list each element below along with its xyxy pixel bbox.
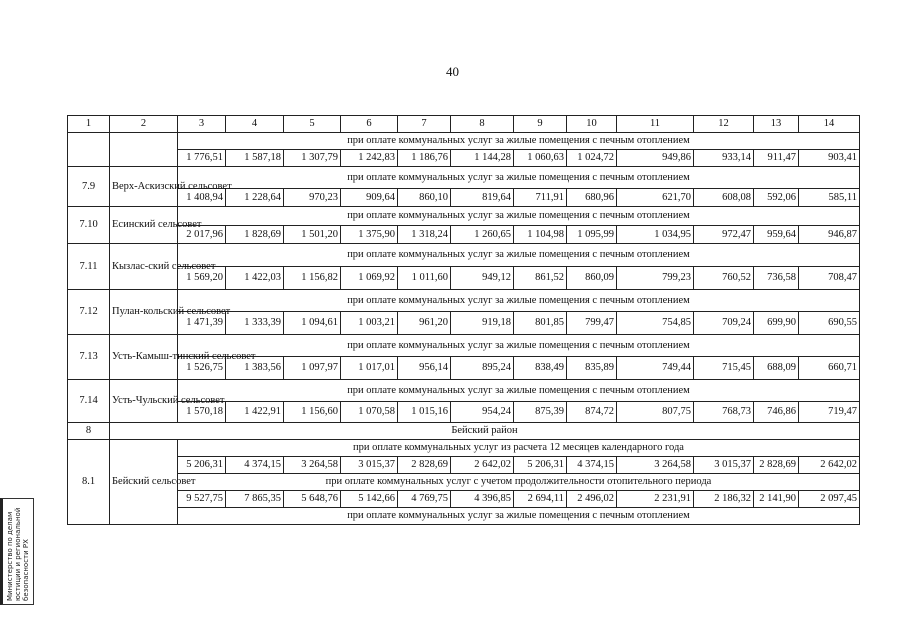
value-cell: 1 060,63 [514,150,567,167]
table-row [68,207,860,226]
value-cell: 2 097,45 [799,491,860,508]
settlement-code: 7.9 [68,167,110,207]
value-cell: 961,20 [398,312,451,335]
column-number: 7 [398,116,451,133]
stamp-text [6,501,31,601]
column-number: 4 [226,116,284,133]
section-caption: при оплате коммунальных услуг за жилые помещения с печным отоплением [178,207,860,226]
value-cell: 3 264,58 [284,457,341,474]
column-number: 3 [178,116,226,133]
value-cell: 1 501,20 [284,226,341,244]
value-cell: 621,70 [617,189,694,207]
settlement-code: 7.10 [68,207,110,244]
section-caption: при оплате коммунальных услуг за жилые помещения с печным отоплением [178,335,860,357]
value-cell: 956,14 [398,357,451,380]
value-cell: 819,64 [451,189,514,207]
table-row [68,189,860,207]
column-number: 11 [617,116,694,133]
value-cell: 861,52 [514,267,567,290]
section-caption: при оплате коммунальных услуг за жилые помещения с печным отоплением [178,244,860,267]
value-cell: 874,72 [567,402,617,423]
table-row [68,380,860,402]
value-cell: 972,47 [694,226,754,244]
value-cell: 807,75 [617,402,694,423]
value-cell: 3 015,37 [341,457,398,474]
value-cell: 4 769,75 [398,491,451,508]
value-cell: 660,71 [799,357,860,380]
value-cell: 2 642,02 [451,457,514,474]
value-cell: 2 186,32 [694,491,754,508]
value-cell: 1 156,82 [284,267,341,290]
value-cell: 1 526,75 [178,357,226,380]
code-cell [68,133,110,167]
value-cell: 933,14 [694,150,754,167]
district-name: Бейский район [110,423,860,440]
column-number: 13 [754,116,799,133]
value-cell: 1 471,39 [178,312,226,335]
value-cell: 970,23 [284,189,341,207]
table-row [68,150,860,167]
value-cell: 1 828,69 [226,226,284,244]
value-cell: 585,11 [799,189,860,207]
value-cell: 949,12 [451,267,514,290]
value-cell: 1 260,65 [451,226,514,244]
value-cell: 1 069,92 [341,267,398,290]
table-row [68,167,860,189]
district-row [68,423,860,440]
value-cell: 2 496,02 [567,491,617,508]
value-cell: 1 569,20 [178,267,226,290]
value-cell: 1 144,28 [451,150,514,167]
settlement-code: 7.11 [68,244,110,290]
value-cell: 801,85 [514,312,567,335]
value-cell: 2 231,91 [617,491,694,508]
value-cell: 1 094,61 [284,312,341,335]
value-cell: 5 206,31 [514,457,567,474]
header-row [68,116,860,133]
table-row [68,508,860,525]
value-cell: 7 865,35 [226,491,284,508]
settlement-name: Кызлас-ский сельсовет [110,244,178,290]
value-cell: 1 156,60 [284,402,341,423]
value-cell: 1 333,39 [226,312,284,335]
section-caption: при оплате коммунальных услуг за жилые помещения с печным отоплением [178,290,860,312]
page-number: 40 [446,64,459,79]
value-cell: 5 142,66 [341,491,398,508]
stamp-line: юстиции и региональной [14,507,22,601]
column-number: 12 [694,116,754,133]
value-cell: 2 694,11 [514,491,567,508]
value-cell: 680,96 [567,189,617,207]
value-cell: 1 104,98 [514,226,567,244]
table-row [68,457,860,474]
value-cell: 709,24 [694,312,754,335]
value-cell: 608,08 [694,189,754,207]
value-cell: 903,41 [799,150,860,167]
section-caption: при оплате коммунальных услуг за жилые помещения с печным отоплением [178,508,860,525]
value-cell: 954,24 [451,402,514,423]
column-number: 8 [451,116,514,133]
value-cell: 1 242,83 [341,150,398,167]
value-cell: 719,47 [799,402,860,423]
value-cell: 1 186,76 [398,150,451,167]
value-cell: 749,44 [617,357,694,380]
value-cell: 1 383,56 [226,357,284,380]
section-caption: при оплате коммунальных услуг с учетом продолжительности отопительного периода [178,474,860,491]
value-cell: 1 095,99 [567,226,617,244]
value-cell: 919,18 [451,312,514,335]
table-row [68,226,860,244]
section-caption: при оплате коммунальных услуг за жилые помещения с печным отоплением [178,133,860,150]
value-cell: 799,47 [567,312,617,335]
value-cell: 760,52 [694,267,754,290]
stamp-line: Министерство по делам [6,511,14,601]
value-cell: 1 024,72 [567,150,617,167]
value-cell: 1 307,79 [284,150,341,167]
value-cell: 1 097,97 [284,357,341,380]
column-number: 5 [284,116,341,133]
settlement-code: 7.14 [68,380,110,423]
settlement-name: Усть-Чульский сельсовет [110,380,178,423]
value-cell: 690,55 [799,312,860,335]
settlement-name: Усть-Камыш-тинский сельсовет [110,335,178,380]
column-number: 1 [68,116,110,133]
value-cell: 875,39 [514,402,567,423]
value-cell: 715,45 [694,357,754,380]
settlement-name: Верх-Аскизский сельсовет [110,167,178,207]
value-cell: 1 228,64 [226,189,284,207]
name-cell [110,133,178,167]
value-cell: 3 015,37 [694,457,754,474]
value-cell: 1 776,51 [178,150,226,167]
value-cell: 1 587,18 [226,150,284,167]
value-cell: 711,91 [514,189,567,207]
value-cell: 1 408,94 [178,189,226,207]
value-cell: 2 828,69 [754,457,799,474]
value-cell: 1 375,90 [341,226,398,244]
column-number: 14 [799,116,860,133]
column-number: 9 [514,116,567,133]
value-cell: 1 422,03 [226,267,284,290]
value-cell: 946,87 [799,226,860,244]
column-number: 10 [567,116,617,133]
value-cell: 5 648,76 [284,491,341,508]
value-cell: 2 642,02 [799,457,860,474]
section-caption: при оплате коммунальных услуг за жилые помещения с печным отоплением [178,167,860,189]
ministry-stamp [0,498,34,605]
settlement-name: Пулан-кольский сельсовет [110,290,178,335]
column-number: 2 [110,116,178,133]
value-cell: 708,47 [799,267,860,290]
value-cell: 2 828,69 [398,457,451,474]
table-row [68,491,860,508]
value-cell: 911,47 [754,150,799,167]
value-cell: 754,85 [617,312,694,335]
table-row [68,290,860,312]
value-cell: 949,86 [617,150,694,167]
value-cell: 4 396,85 [451,491,514,508]
district-code: 8 [68,423,110,440]
value-cell: 688,09 [754,357,799,380]
table-row [68,335,860,357]
settlement-name: Есинский сельсовет [110,207,178,244]
table-row [68,133,860,150]
table-row [68,244,860,267]
value-cell: 1 015,16 [398,402,451,423]
value-cell: 592,06 [754,189,799,207]
value-cell: 5 206,31 [178,457,226,474]
value-cell: 1 003,21 [341,312,398,335]
value-cell: 895,24 [451,357,514,380]
value-cell: 699,90 [754,312,799,335]
value-cell: 9 527,75 [178,491,226,508]
settlement-code: 8.1 [68,440,110,525]
value-cell: 860,10 [398,189,451,207]
value-cell: 959,64 [754,226,799,244]
value-cell: 799,23 [617,267,694,290]
value-cell: 1 011,60 [398,267,451,290]
settlement-code: 7.13 [68,335,110,380]
section-caption: при оплате коммунальных услуг за жилые помещения с печным отоплением [178,380,860,402]
value-cell: 838,49 [514,357,567,380]
value-cell: 835,89 [567,357,617,380]
value-cell: 1 017,01 [341,357,398,380]
value-cell: 746,86 [754,402,799,423]
value-cell: 736,58 [754,267,799,290]
value-cell: 1 070,58 [341,402,398,423]
value-cell: 1 318,24 [398,226,451,244]
value-cell: 4 374,15 [567,457,617,474]
tariff-table [67,115,860,525]
value-cell: 2 141,90 [754,491,799,508]
value-cell: 768,73 [694,402,754,423]
value-cell: 1 034,95 [617,226,694,244]
value-cell: 1 422,91 [226,402,284,423]
settlement-name: Бейский сельсовет [110,440,178,525]
table-row [68,440,860,457]
column-number: 6 [341,116,398,133]
settlement-code: 7.12 [68,290,110,335]
section-caption: при оплате коммунальных услуг из расчета 12 месяцев календарного года [178,440,860,457]
value-cell: 3 264,58 [617,457,694,474]
value-cell: 2 017,96 [178,226,226,244]
stamp-line: безопасности РХ [22,539,30,601]
value-cell: 909,64 [341,189,398,207]
value-cell: 1 570,18 [178,402,226,423]
value-cell: 4 374,15 [226,457,284,474]
value-cell: 860,09 [567,267,617,290]
